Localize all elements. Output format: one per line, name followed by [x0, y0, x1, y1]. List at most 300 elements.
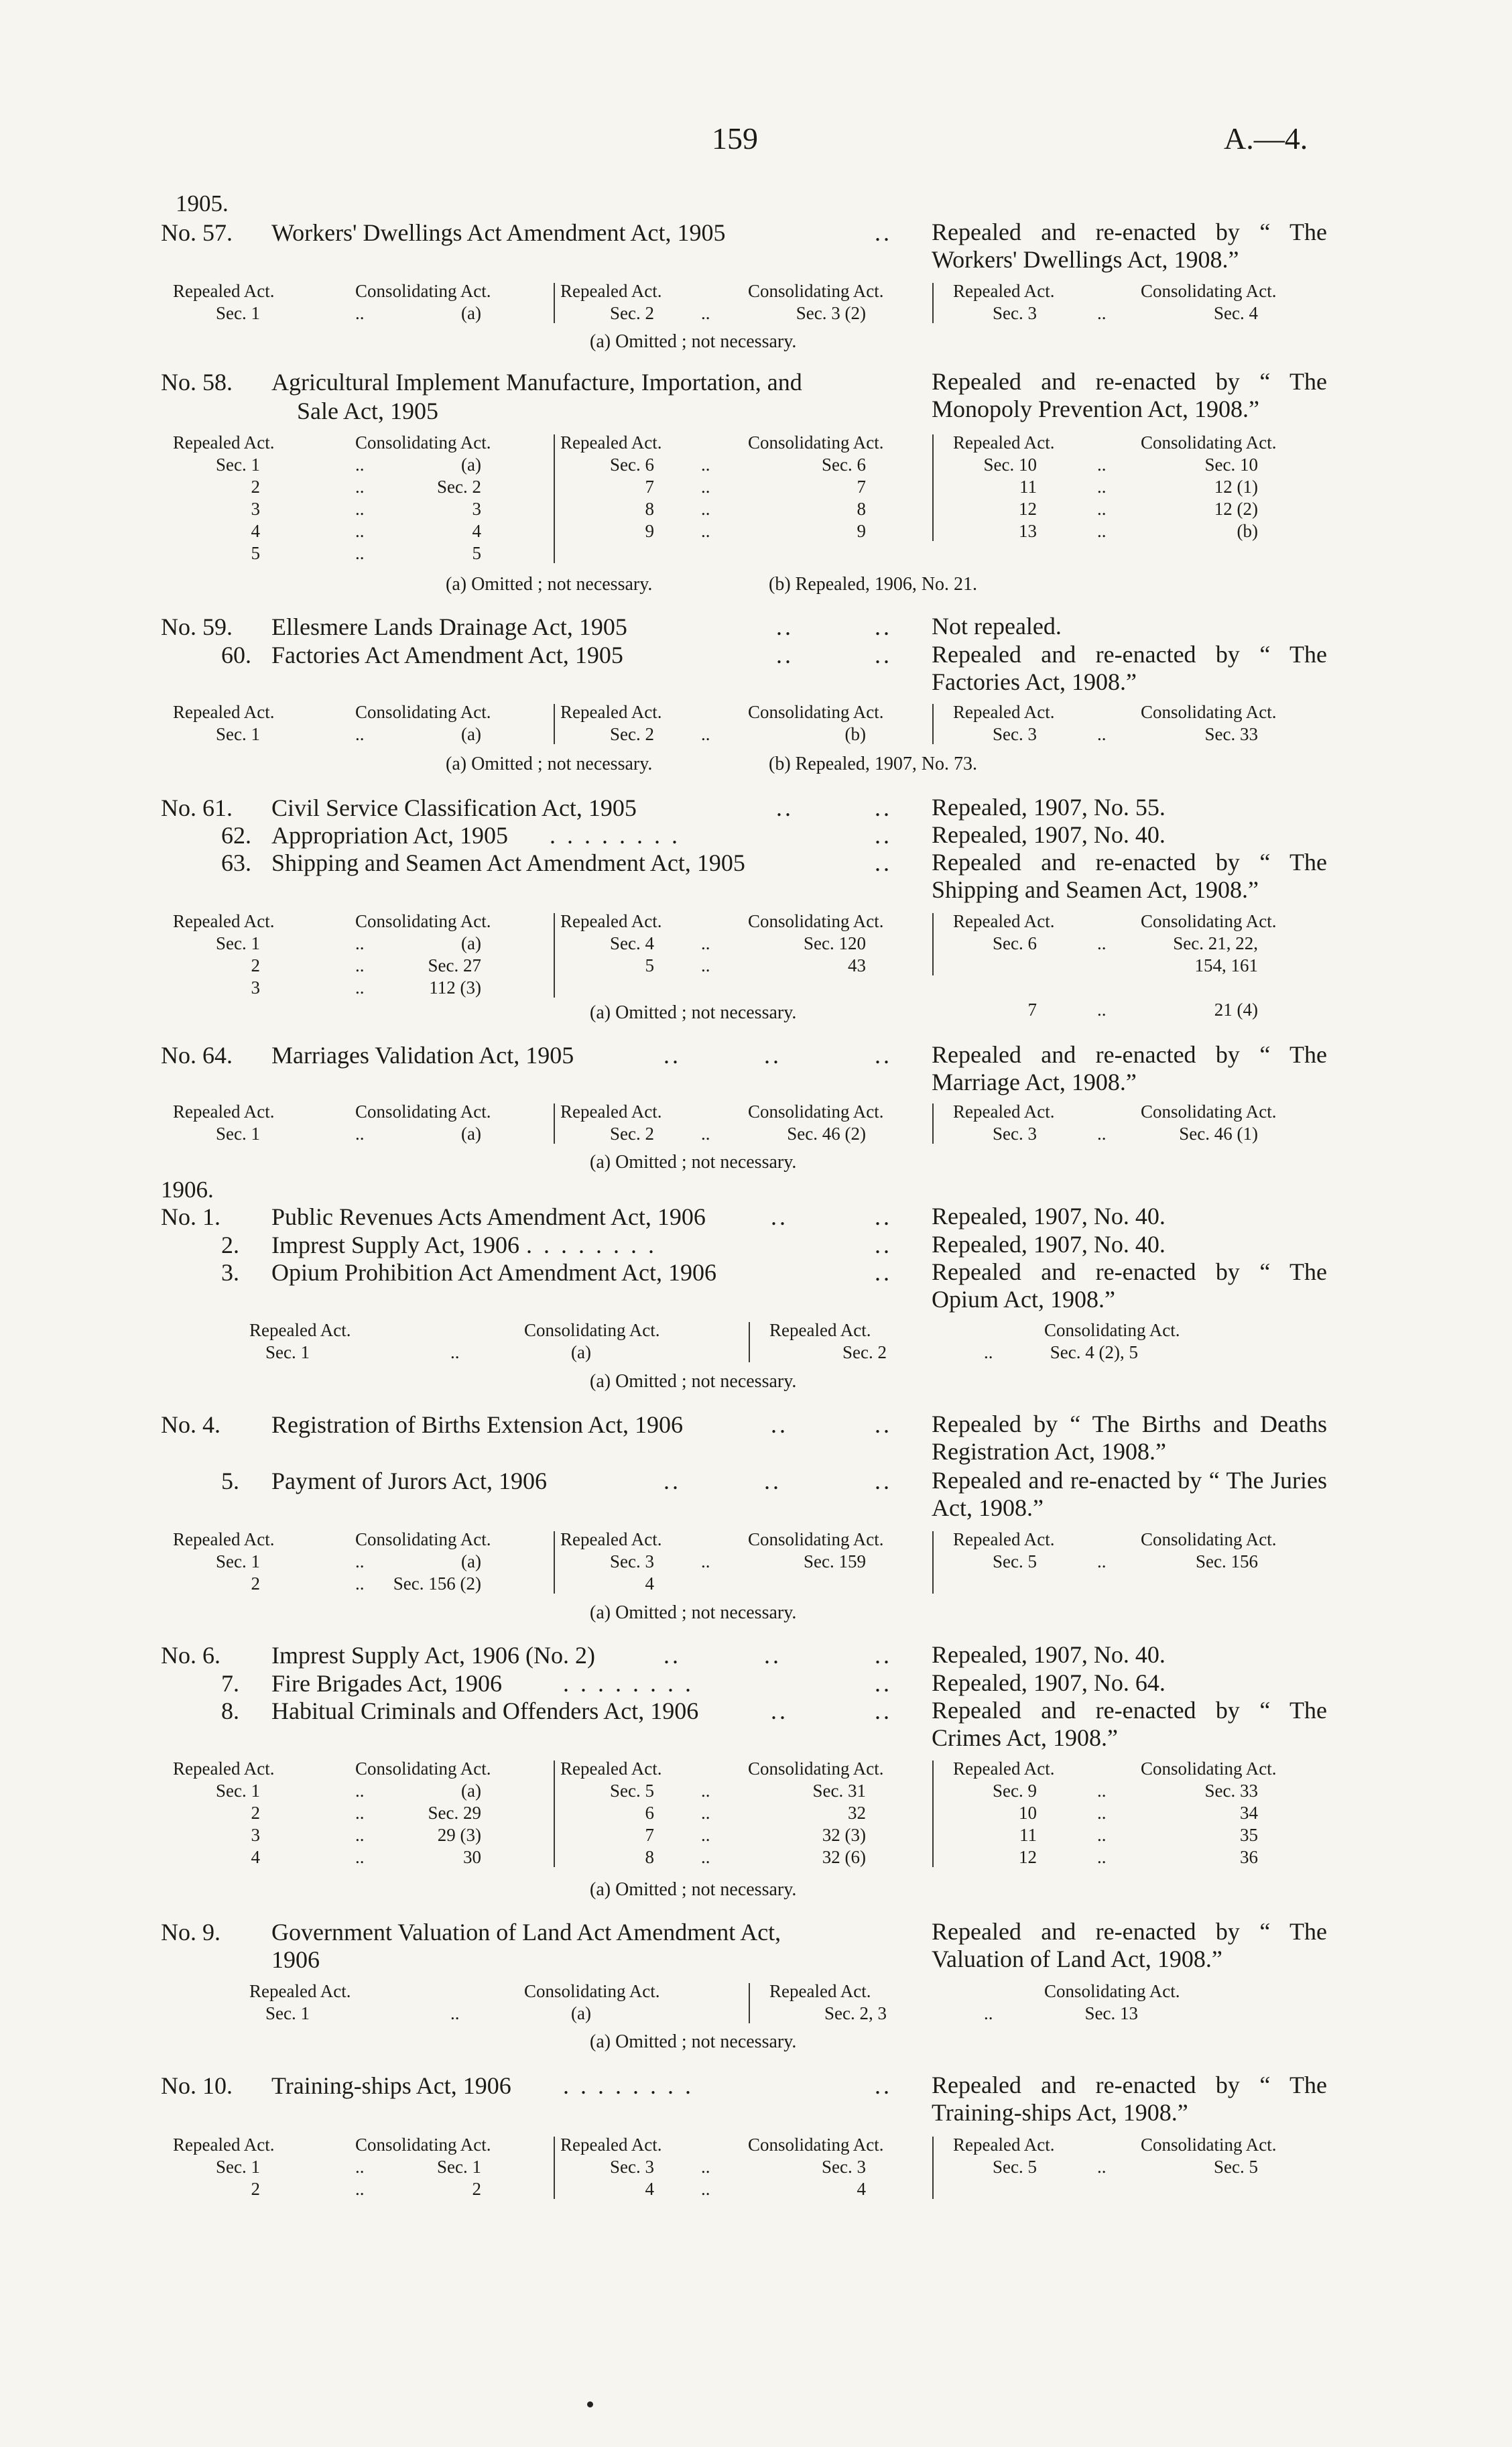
consolidating-section: Sec. 33	[1204, 724, 1258, 744]
consolidating-act-header: Consolidating Act.	[1141, 1758, 1277, 1779]
repealed-act-header: Repealed Act.	[953, 911, 1055, 931]
act-title: Imprest Supply Act, 1906	[271, 1232, 519, 1258]
leader-dots: ..	[701, 2157, 710, 2177]
entry-number: No. 59.	[161, 613, 233, 640]
leader-dots: ..	[664, 1468, 681, 1494]
consolidating-section: Sec. 120	[804, 933, 866, 953]
consolidating-section: (b)	[1237, 521, 1258, 541]
footnote: (a) Omitted ; not necessary.	[590, 1602, 797, 1623]
leader-dots: ..	[771, 1411, 788, 1438]
page-reference: A.—4.	[1224, 121, 1308, 156]
consolidating-act-header: Consolidating Act.	[524, 1981, 660, 2001]
leader-dots: ..	[875, 1468, 892, 1494]
repealed-section: Sec. 1	[216, 1551, 260, 1571]
leader-dots: ..	[875, 794, 892, 821]
leader-dots: ..	[355, 1551, 365, 1571]
consolidating-section: Sec. 159	[804, 1551, 866, 1571]
repealed-section: Sec. 1	[216, 2157, 260, 2177]
leader-dots: ..	[664, 1042, 681, 1069]
repealed-section: Sec. 10	[983, 455, 1037, 475]
repealed-act-header: Repealed Act.	[173, 911, 275, 931]
consolidating-act-header: Consolidating Act.	[748, 1529, 884, 1549]
entry-number: No. 61.	[161, 794, 233, 821]
repealed-section: 10	[1019, 1803, 1037, 1823]
leader-dots: ..	[355, 543, 365, 563]
leader-dots: ..	[355, 1124, 365, 1144]
act-title-continued: 1906	[271, 1946, 320, 1973]
consolidating-section: Sec. 3 (2)	[796, 303, 866, 323]
consolidating-section: 32	[848, 1803, 866, 1823]
consolidating-section: 32 (6)	[822, 1847, 866, 1867]
repeal-status: Repealed, 1907, No. 40.	[932, 1203, 1166, 1230]
leader-dots: ..	[701, 1847, 710, 1867]
consolidating-section: 30	[463, 1847, 481, 1867]
leader-dots: . . . . . . . .	[563, 2072, 694, 2099]
consolidating-section: (a)	[571, 2003, 591, 2023]
entry-number: No. 1.	[161, 1203, 220, 1230]
leader-dots: ..	[701, 724, 710, 744]
leader-dots: ..	[875, 2072, 892, 2099]
leader-dots: ..	[1097, 1124, 1107, 1144]
leader-dots: ..	[1097, 455, 1107, 475]
consolidating-act-header: Consolidating Act.	[1141, 1529, 1277, 1549]
consolidating-section: 154, 161	[1194, 955, 1258, 975]
act-title: Habitual Criminals and Offenders Act, 1906	[271, 1697, 699, 1724]
footnote: (a) Omitted ; not necessary.	[446, 574, 653, 595]
consolidating-section: 7	[857, 477, 866, 497]
leader-dots: ..	[1097, 521, 1107, 541]
leader-dots: ..	[875, 1042, 892, 1069]
consolidating-section: (a)	[461, 724, 481, 744]
column-divider	[749, 1322, 750, 1362]
consolidating-section: 3	[472, 499, 481, 519]
entry-number: 3.	[221, 1259, 239, 1286]
consolidating-section: Sec. 4	[1214, 303, 1258, 323]
leader-dots: ..	[355, 477, 365, 497]
leader-dots: ..	[764, 1042, 781, 1069]
entry-number: 5.	[221, 1468, 239, 1494]
leader-dots: ..	[776, 613, 794, 640]
consolidating-section: Sec. 6	[822, 455, 866, 475]
repealed-section: Sec. 5	[610, 1781, 654, 1801]
repealed-section: Sec. 1	[216, 1781, 260, 1801]
column-divider	[554, 2137, 555, 2199]
repealed-act-header: Repealed Act.	[173, 2135, 275, 2155]
act-title: Agricultural Implement Manufacture, Importation, and	[271, 369, 802, 396]
leader-dots: ..	[701, 2179, 710, 2199]
column-divider	[554, 1531, 555, 1594]
leader-dots: ..	[355, 455, 365, 475]
repeal-status: Repealed and re-enacted by “ The Workers' Dwellings Act, 1908.”	[932, 219, 1327, 273]
column-divider	[554, 913, 555, 998]
consolidating-act-header: Consolidating Act.	[1044, 1320, 1180, 1340]
repealed-section: Sec. 5	[993, 1551, 1037, 1571]
entry-number: No. 58.	[161, 369, 233, 396]
leader-dots: ..	[984, 1342, 993, 1362]
leader-dots: . . . . . . . .	[563, 1670, 694, 1697]
repeal-status: Repealed and re-enacted by “ The Juries Act, 1908.”	[932, 1467, 1327, 1521]
repealed-section: Sec. 2	[842, 1342, 887, 1362]
consolidating-section: 29 (3)	[437, 1825, 481, 1845]
leader-dots: ..	[701, 521, 710, 541]
entry-number: 8.	[221, 1697, 239, 1724]
repealed-act-header: Repealed Act.	[769, 1981, 871, 2001]
consolidating-act-header: Consolidating Act.	[1044, 1981, 1180, 2001]
repealed-section: Sec. 2, 3	[824, 2003, 887, 2023]
consolidating-act-header: Consolidating Act.	[1141, 911, 1277, 931]
leader-dots: ..	[1097, 1781, 1107, 1801]
repeal-status: Repealed and re-enacted by “ The Training-ships Act, 1908.”	[932, 2072, 1327, 2126]
repealed-section: 2	[251, 1803, 260, 1823]
act-title: Factories Act Amendment Act, 1905	[271, 642, 623, 668]
year-1906: 1906.	[161, 1177, 214, 1203]
column-divider	[554, 1760, 555, 1867]
act-title: Payment of Jurors Act, 1906	[271, 1468, 547, 1494]
repealed-act-header: Repealed Act.	[560, 281, 662, 301]
repealed-section: Sec. 2	[610, 724, 654, 744]
repealed-section: 11	[1019, 1825, 1037, 1845]
leader-dots: ..	[1097, 499, 1107, 519]
consolidating-section: (a)	[571, 1342, 591, 1362]
repealed-section: 2	[251, 1573, 260, 1594]
leader-dots: ..	[355, 1847, 365, 1867]
consolidating-section: Sec. 3	[822, 2157, 866, 2177]
repealed-section: Sec. 2	[610, 303, 654, 323]
leader-dots: ..	[701, 1803, 710, 1823]
repealed-section: Sec. 9	[993, 1781, 1037, 1801]
repeal-status: Repealed and re-enacted by “ The Monopoly Prevention Act, 1908.”	[932, 368, 1327, 422]
column-divider	[932, 1103, 934, 1144]
repealed-section: 7	[645, 477, 654, 497]
leader-dots: ..	[771, 1697, 788, 1724]
consolidating-act-header: Consolidating Act.	[748, 911, 884, 931]
act-title: Appropriation Act, 1905	[271, 822, 508, 849]
repeal-status: Repealed, 1907, No. 40.	[932, 821, 1166, 848]
repeal-status: Repealed and re-enacted by “ The Valuation of Land Act, 1908.”	[932, 1918, 1327, 1972]
column-divider	[554, 434, 555, 563]
repeal-status: Repealed, 1907, No. 40.	[932, 1641, 1166, 1668]
leader-dots: ..	[875, 1232, 892, 1258]
repeal-status: Repealed by “ The Births and Deaths Registration Act, 1908.”	[932, 1411, 1327, 1465]
act-title: Registration of Births Extension Act, 1906	[271, 1411, 683, 1438]
leader-dots: ..	[355, 2179, 365, 2199]
consolidating-section: 43	[848, 955, 866, 975]
repealed-section: 4	[251, 1847, 260, 1867]
column-divider	[554, 1103, 555, 1144]
consolidating-act-header: Consolidating Act.	[355, 432, 491, 453]
consolidating-act-header: Consolidating Act.	[1141, 281, 1277, 301]
consolidating-section: 4	[857, 2179, 866, 2199]
consolidating-section: Sec. 156 (2)	[393, 1573, 481, 1594]
leader-dots: ..	[1097, 1825, 1107, 1845]
repealed-section: Sec. 1	[216, 724, 260, 744]
act-title: Shipping and Seamen Act Amendment Act, 1905	[271, 849, 745, 876]
leader-dots: ..	[450, 1342, 460, 1362]
act-title: Ellesmere Lands Drainage Act, 1905	[271, 613, 627, 640]
repealed-section: Sec. 1	[216, 1124, 260, 1144]
consolidating-section: Sec. 33	[1204, 1781, 1258, 1801]
leader-dots: ..	[355, 1825, 365, 1845]
consolidating-section: 8	[857, 499, 866, 519]
consolidating-act-header: Consolidating Act.	[1141, 1101, 1277, 1122]
act-title: Government Valuation of Land Act Amendment Act,	[271, 1919, 781, 1946]
consolidating-section: 32 (3)	[822, 1825, 866, 1845]
repealed-section: 12	[1019, 1847, 1037, 1867]
page-dot	[587, 2401, 593, 2407]
consolidating-section: 4	[472, 521, 481, 541]
consolidating-act-header: Consolidating Act.	[748, 1101, 884, 1122]
repealed-section: Sec. 6	[610, 455, 654, 475]
repealed-act-header: Repealed Act.	[173, 1529, 275, 1549]
entry-number: 7.	[221, 1670, 239, 1697]
footnote: (a) Omitted ; not necessary.	[590, 1371, 797, 1392]
leader-dots: ..	[701, 955, 710, 975]
leader-dots: ..	[355, 1803, 365, 1823]
leader-dots: ..	[1097, 724, 1107, 744]
consolidating-section: (a)	[461, 1124, 481, 1144]
repealed-act-header: Repealed Act.	[173, 1101, 275, 1122]
entry-number: No. 9.	[161, 1919, 220, 1946]
repealed-section: Sec. 1	[265, 1342, 310, 1362]
repealed-section: Sec. 2	[610, 1124, 654, 1144]
act-title: Workers' Dwellings Act Amendment Act, 1905	[271, 219, 726, 246]
consolidating-section: (a)	[461, 455, 481, 475]
repealed-act-header: Repealed Act.	[560, 1529, 662, 1549]
act-title: Marriages Validation Act, 1905	[271, 1042, 574, 1069]
leader-dots: ..	[776, 642, 794, 668]
leader-dots: ..	[1097, 1847, 1107, 1867]
entry-number: No. 64.	[161, 1042, 233, 1069]
act-title: Public Revenues Acts Amendment Act, 1906	[271, 1203, 706, 1230]
leader-dots: ..	[875, 1642, 892, 1669]
repealed-act-header: Repealed Act.	[173, 281, 275, 301]
consolidating-act-header: Consolidating Act.	[1141, 432, 1277, 453]
leader-dots: ..	[1097, 1551, 1107, 1571]
footnote: (a) Omitted ; not necessary.	[446, 754, 653, 774]
act-title-continued: Sale Act, 1905	[297, 398, 438, 424]
leader-dots: ..	[664, 1642, 681, 1669]
consolidating-section: (a)	[461, 933, 481, 953]
repealed-section: 11	[1019, 477, 1037, 497]
entry-number: No. 10.	[161, 2072, 233, 2099]
column-divider	[932, 1531, 934, 1594]
consolidating-section: (a)	[461, 1551, 481, 1571]
repealed-act-header: Repealed Act.	[953, 1758, 1055, 1779]
leader-dots: ..	[764, 1468, 781, 1494]
leader-dots: ..	[875, 1670, 892, 1697]
repealed-section: 8	[645, 499, 654, 519]
consolidating-section: Sec. 21, 22,	[1173, 933, 1258, 953]
repealed-section: Sec. 1	[265, 2003, 310, 2023]
repealed-section: 8	[645, 1847, 654, 1867]
consolidating-act-header: Consolidating Act.	[355, 702, 491, 722]
column-divider	[932, 913, 934, 975]
act-title: Imprest Supply Act, 1906 (No. 2)	[271, 1642, 595, 1669]
repeal-status: Repealed and re-enacted by “ The Factories Act, 1908.”	[932, 641, 1327, 695]
consolidating-section: (b)	[844, 724, 866, 744]
column-divider	[554, 704, 555, 744]
footnote: (a) Omitted ; not necessary.	[590, 2031, 797, 2052]
repealed-act-header: Repealed Act.	[953, 432, 1055, 453]
consolidating-section: 36	[1240, 1847, 1258, 1867]
leader-dots: . . . . . . . .	[526, 1232, 657, 1258]
leader-dots: ..	[355, 977, 365, 998]
leader-dots: ..	[875, 1411, 892, 1438]
leader-dots: ..	[355, 1781, 365, 1801]
consolidating-act-header: Consolidating Act.	[355, 2135, 491, 2155]
repeal-status: Repealed and re-enacted by “ The Shipping and Seamen Act, 1908.”	[932, 849, 1327, 903]
leader-dots: ..	[355, 1573, 365, 1594]
repeal-status: Repealed and re-enacted by “ The Opium Act, 1908.”	[932, 1258, 1327, 1313]
leader-dots: . . . . . . . .	[550, 822, 680, 849]
repealed-act-header: Repealed Act.	[953, 2135, 1055, 2155]
column-divider	[932, 283, 934, 323]
repealed-section: Sec. 3	[993, 303, 1037, 323]
column-divider	[554, 283, 555, 323]
repealed-act-header: Repealed Act.	[173, 1758, 275, 1779]
repeal-status: Repealed, 1907, No. 40.	[932, 1231, 1166, 1258]
leader-dots: ..	[355, 933, 365, 953]
consolidating-section: Sec. 1	[437, 2157, 481, 2177]
consolidating-section: Sec. 156	[1196, 1551, 1258, 1571]
footnote: (a) Omitted ; not necessary.	[590, 1879, 797, 1900]
column-divider	[932, 2137, 934, 2199]
leader-dots: ..	[1097, 477, 1107, 497]
leader-dots: ..	[1097, 2157, 1107, 2177]
leader-dots: ..	[984, 2003, 993, 2023]
consolidating-section: 35	[1240, 1825, 1258, 1845]
column-divider	[932, 704, 934, 744]
leader-dots: ..	[701, 1551, 710, 1571]
repealed-act-header: Repealed Act.	[953, 281, 1055, 301]
leader-dots: ..	[771, 1203, 788, 1230]
leader-dots: ..	[355, 499, 365, 519]
act-title: Training-ships Act, 1906	[271, 2072, 511, 2099]
repealed-section: Sec. 3	[993, 724, 1037, 744]
repealed-section: 7	[1027, 1000, 1037, 1020]
entry-number: No. 57.	[161, 219, 233, 246]
consolidating-section: 12 (1)	[1214, 477, 1258, 497]
consolidating-section: 9	[857, 521, 866, 541]
repeal-status: Repealed, 1907, No. 64.	[932, 1669, 1166, 1696]
repealed-act-header: Repealed Act.	[953, 1101, 1055, 1122]
footnote: (b) Repealed, 1907, No. 73.	[769, 754, 978, 774]
leader-dots: ..	[1097, 933, 1107, 953]
leader-dots: ..	[1097, 1803, 1107, 1823]
leader-dots: ..	[701, 455, 710, 475]
consolidating-section: 2	[472, 2179, 481, 2199]
consolidating-act-header: Consolidating Act.	[524, 1320, 660, 1340]
consolidating-act-header: Consolidating Act.	[748, 1758, 884, 1779]
consolidating-section: Sec. 10	[1204, 455, 1258, 475]
repealed-section: 2	[251, 2179, 260, 2199]
consolidating-section: Sec. 29	[428, 1803, 481, 1823]
act-title: Fire Brigades Act, 1906	[271, 1670, 502, 1697]
leader-dots: ..	[1097, 1000, 1107, 1020]
repealed-section: Sec. 1	[216, 303, 260, 323]
consolidating-act-header: Consolidating Act.	[1141, 2135, 1277, 2155]
repealed-section: 13	[1019, 521, 1037, 541]
leader-dots: ..	[450, 2003, 460, 2023]
entry-number: No. 6.	[161, 1642, 220, 1669]
consolidating-section: Sec. 13	[1084, 2003, 1138, 2023]
leader-dots: ..	[701, 477, 710, 497]
consolidating-section: 21 (4)	[1214, 1000, 1258, 1020]
leader-dots: ..	[875, 849, 892, 876]
repeal-status: Repealed and re-enacted by “ The Marriage Act, 1908.”	[932, 1041, 1327, 1095]
repeal-status: Repealed, 1907, No. 55.	[932, 794, 1166, 821]
leader-dots: ..	[875, 642, 892, 668]
consolidating-act-header: Consolidating Act.	[355, 1101, 491, 1122]
repealed-section: 4	[251, 521, 260, 541]
repealed-section: 5	[645, 955, 654, 975]
repealed-section: Sec. 5	[993, 2157, 1037, 2177]
consolidating-act-header: Consolidating Act.	[355, 1529, 491, 1549]
leader-dots: ..	[701, 1124, 710, 1144]
repealed-act-header: Repealed Act.	[769, 1320, 871, 1340]
leader-dots: ..	[355, 303, 365, 323]
repealed-act-header: Repealed Act.	[560, 1758, 662, 1779]
repealed-section: 5	[251, 543, 260, 563]
repealed-act-header: Repealed Act.	[173, 432, 275, 453]
repealed-act-header: Repealed Act.	[560, 1101, 662, 1122]
repealed-section: Sec. 1	[216, 933, 260, 953]
repealed-section: 6	[645, 1803, 654, 1823]
consolidating-section: Sec. 4 (2), 5	[1050, 1342, 1138, 1362]
repealed-act-header: Repealed Act.	[249, 1320, 351, 1340]
leader-dots: ..	[875, 613, 892, 640]
consolidating-act-header: Consolidating Act.	[1141, 702, 1277, 722]
leader-dots: ..	[875, 1259, 892, 1286]
year-1905: 1905.	[176, 190, 229, 217]
leader-dots: ..	[355, 521, 365, 541]
leader-dots: ..	[701, 1781, 710, 1801]
repealed-section: Sec. 6	[993, 933, 1037, 953]
entry-number: No. 4.	[161, 1411, 220, 1438]
repealed-section: Sec. 1	[216, 455, 260, 475]
consolidating-section: Sec. 46 (2)	[787, 1124, 866, 1144]
act-title: Civil Service Classification Act, 1905	[271, 794, 637, 821]
entry-number: 60.	[221, 642, 251, 668]
repealed-section: 3	[251, 977, 260, 998]
leader-dots: ..	[875, 1697, 892, 1724]
consolidating-act-header: Consolidating Act.	[748, 2135, 884, 2155]
consolidating-section: 5	[472, 543, 481, 563]
repealed-section: Sec. 3	[610, 1551, 654, 1571]
leader-dots: ..	[355, 724, 365, 744]
repealed-section: 4	[645, 2179, 654, 2199]
repealed-section: 3	[251, 499, 260, 519]
footnote: (a) Omitted ; not necessary.	[590, 1152, 797, 1173]
repealed-act-header: Repealed Act.	[953, 702, 1055, 722]
repealed-section: 4	[645, 1573, 654, 1594]
repealed-section: Sec. 3	[993, 1124, 1037, 1144]
leader-dots: ..	[355, 955, 365, 975]
consolidating-section: Sec. 2	[437, 477, 481, 497]
consolidating-act-header: Consolidating Act.	[355, 1758, 491, 1779]
leader-dots: ..	[701, 303, 710, 323]
repealed-act-header: Repealed Act.	[560, 911, 662, 931]
act-title: Opium Prohibition Act Amendment Act, 1906	[271, 1259, 716, 1286]
consolidating-act-header: Consolidating Act.	[748, 432, 884, 453]
leader-dots: ..	[875, 822, 892, 849]
consolidating-section: Sec. 46 (1)	[1179, 1124, 1258, 1144]
entry-number: 62.	[221, 822, 251, 849]
footnote: (a) Omitted ; not necessary.	[590, 1002, 797, 1023]
consolidating-section: 12 (2)	[1214, 499, 1258, 519]
leader-dots: ..	[875, 1203, 892, 1230]
leader-dots: ..	[701, 499, 710, 519]
